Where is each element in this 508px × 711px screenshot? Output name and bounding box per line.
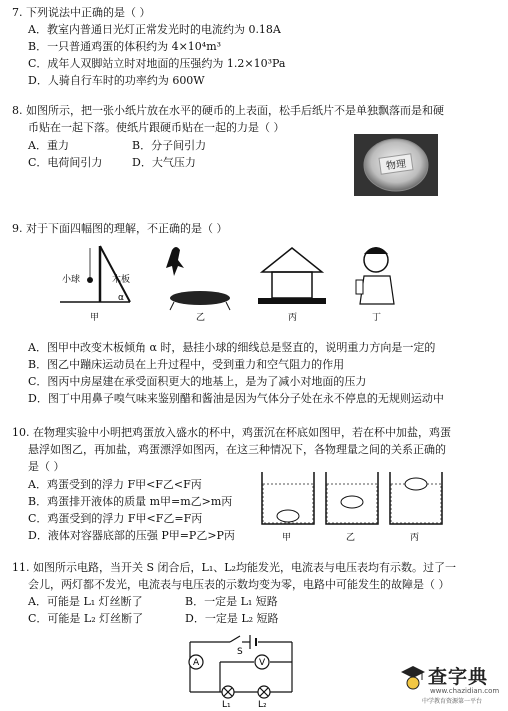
q8-option-b[interactable]: B．分子间引力: [132, 139, 207, 152]
q8-stem-line2: 币贴在一起下落。使纸片跟硬币贴在一起的力是（ ）: [28, 121, 285, 134]
logo-url: www.chazidian.com: [430, 687, 500, 695]
q7-stem: 7. 下列说法中正确的是（ ）: [12, 6, 151, 19]
logo-title: 查字典: [428, 666, 489, 688]
q10-stem-line1: 10. 在物理实验中小明把鸡蛋放入盛水的杯中，鸡蛋沉在杯底如图甲，若在杯中加盐，鸡蛋: [12, 426, 451, 439]
fig-label-a: 甲: [90, 313, 100, 323]
fig-label-d: 丁: [372, 313, 382, 323]
q8-option-a[interactable]: A．重力: [28, 139, 69, 152]
q9-figure: [60, 242, 400, 332]
switch-label: S: [237, 647, 243, 657]
beaker-label-b: 乙: [346, 533, 356, 543]
q11-option-c[interactable]: C．可能是 L₂ 灯丝断了: [28, 612, 144, 625]
alpha-label: α: [118, 293, 124, 303]
house-figure: [258, 248, 326, 323]
q10-option-c[interactable]: C．鸡蛋受到的浮力 F甲<F乙=F丙: [28, 512, 203, 525]
logo-tagline: 中学教育资源第一平台: [422, 698, 483, 705]
board-label: 木板: [112, 275, 131, 285]
q11-option-b[interactable]: B．一定是 L₁ 短路: [185, 595, 278, 608]
q11-option-a[interactable]: A．可能是 L₁ 灯丝断了: [28, 595, 143, 608]
q8-option-d[interactable]: D．大气压力: [132, 156, 196, 169]
site-logo: [400, 658, 504, 708]
q10-option-b[interactable]: B．鸡蛋排开液体的质量 m甲=m乙>m丙: [28, 495, 233, 508]
q10-stem-line3: 是（ ）: [28, 460, 65, 473]
lamp-l2-label: L₂: [258, 700, 267, 710]
incline-figure: [60, 246, 130, 323]
q8-option-c[interactable]: C．电荷间引力: [28, 156, 103, 169]
q10-option-d[interactable]: D．液体对容器底部的压强 P甲=P乙>P丙: [28, 529, 235, 542]
voltmeter-label: V: [259, 658, 266, 668]
graduation-cap-icon: [400, 664, 426, 692]
coin-label: 物理: [385, 158, 407, 173]
lamp-l1-label: L₁: [222, 700, 231, 710]
smelling-figure: [356, 247, 394, 323]
q7-option-a[interactable]: A．教室内普通日光灯正常发光时的电流约为 0.18A: [28, 23, 281, 36]
trampoline-figure: [166, 247, 230, 323]
q9-stem: 9. 对于下面四幅图的理解，不正确的是（ ）: [12, 222, 228, 235]
q10-option-a[interactable]: A．鸡蛋受到的浮力 F甲<F乙<F丙: [28, 478, 202, 491]
ball-label: 小球: [62, 275, 81, 285]
q11-option-d[interactable]: D．一定是 L₂ 短路: [185, 612, 279, 625]
q9-option-c[interactable]: C．图丙中房屋建在承受面积更大的地基上，是为了减小对地面的压力: [28, 375, 367, 388]
beaker-b: [326, 472, 378, 543]
q11-stem-line1: 11. 如图所示电路，当开关 S 闭合后，L₁、L₂均能发光，电流表与电压表均有示数。过了一: [12, 561, 456, 574]
fig-label-b: 乙: [196, 313, 206, 323]
q10-stem-line2: 悬浮如图乙，再加盐，鸡蛋漂浮如图丙，在这三种情况下，各物理量之间的关系正确的: [28, 443, 446, 456]
beaker-a: [262, 472, 314, 543]
beaker-label-a: 甲: [282, 533, 292, 543]
q9-option-d[interactable]: D．图丁中用鼻子嗅气味来鉴别醋和酱油是因为气体分子处在永不停息的无规则运动中: [28, 392, 444, 405]
q11-stem-line2: 会儿，两灯都不发光，电流表与电压表的示数均变为零，电路中可能发生的故障是（ ）: [28, 578, 450, 591]
q7-option-c[interactable]: C．成年人双脚站立时对地面的压强约为 1.2×10³Pa: [28, 57, 286, 70]
beaker-label-c: 丙: [410, 533, 420, 543]
beakers-figure: [258, 468, 448, 546]
q9-option-a[interactable]: A．图甲中改变木板倾角 α 时，悬挂小球的细线总是竖直的，说明重力方向是一定的: [28, 341, 436, 354]
q7-option-b[interactable]: B．一只普通鸡蛋的体积约为 4×10⁴m³: [28, 40, 222, 53]
circuit-diagram: [184, 632, 298, 708]
fig-label-c: 丙: [288, 313, 298, 323]
q9-option-b[interactable]: B．图乙中蹦床运动员在上升过程中，受到重力和空气阻力的作用: [28, 358, 345, 371]
ammeter-label: A: [193, 658, 200, 668]
q7-option-d[interactable]: D．人骑自行车时的功率约为 600W: [28, 74, 205, 87]
coin-photo: [354, 134, 438, 196]
beaker-c: [390, 472, 442, 543]
q8-stem-line1: 8. 如图所示，把一张小纸片放在水平的硬币的上表面，松手后纸片不是单独飘落而是和硬: [12, 104, 444, 117]
